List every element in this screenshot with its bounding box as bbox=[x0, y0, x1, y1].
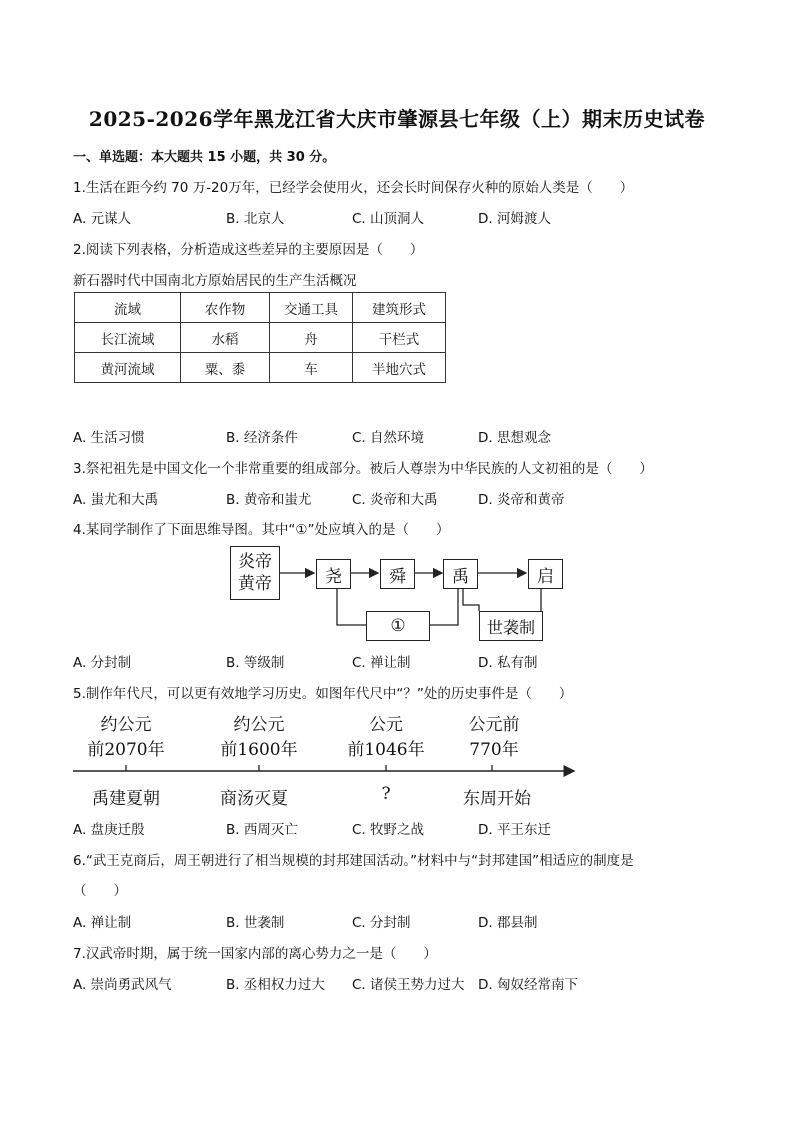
option-c[interactable]: C. 自然环境 bbox=[352, 430, 425, 446]
question-2-options bbox=[73, 426, 633, 446]
option-b[interactable]: B. 黄帝和蚩尤 bbox=[226, 492, 312, 508]
timeline-event: 商汤灭夏 bbox=[220, 789, 288, 809]
shun-box: 舜 bbox=[380, 559, 415, 589]
question-7-stem: 7.汉武帝时期，属于统一国家内部的离心势力之一是（ ） bbox=[73, 946, 437, 962]
option-b[interactable]: B. 西周灭亡 bbox=[226, 822, 298, 838]
question-7-options bbox=[73, 973, 633, 993]
table-cell: 农作物 bbox=[181, 293, 270, 323]
option-b[interactable]: B. 丞相权力过大 bbox=[226, 977, 325, 993]
option-b[interactable]: B. 等级制 bbox=[226, 655, 285, 671]
option-a[interactable]: A. 元谋人 bbox=[73, 211, 132, 227]
yu-box: 禹 bbox=[443, 559, 478, 589]
page-title: 2025-2026学年黑龙江省大庆市肇源县七年级（上）期末历史试卷 bbox=[88, 107, 706, 131]
qi-box: 启 bbox=[528, 559, 563, 589]
option-a[interactable]: A. 盘庚迁殷 bbox=[73, 822, 145, 838]
option-b[interactable]: B. 经济条件 bbox=[226, 430, 298, 446]
timeline-date: 公元前 770年 bbox=[468, 715, 520, 760]
question-4-options bbox=[73, 651, 633, 671]
option-d[interactable]: D. 郡县制 bbox=[478, 915, 538, 931]
timeline-date: 约公元 前1600年 bbox=[220, 715, 298, 760]
question-1-stem: 1.生活在距今约 70 万-20万年，已经学会使用火，还会长时间保存火种的原始人类是（ ） bbox=[73, 180, 634, 196]
timeline-date: 公元 前1046年 bbox=[347, 715, 425, 760]
connector bbox=[463, 588, 479, 611]
table-cell: 交通工具 bbox=[270, 293, 353, 323]
table-cell: 黄河流域 bbox=[75, 353, 181, 383]
section-heading: 一、单选题：本大题共 15 小题，共 30 分。 bbox=[73, 150, 336, 165]
table-row bbox=[75, 293, 446, 323]
question-5-options bbox=[73, 818, 633, 838]
option-d[interactable]: D. 河姆渡人 bbox=[478, 211, 551, 227]
table-cell: 车 bbox=[270, 353, 353, 383]
table-cell: 干栏式 bbox=[353, 323, 446, 353]
option-d[interactable]: D. 思想观念 bbox=[478, 430, 551, 446]
box-label: 黄帝 bbox=[238, 574, 272, 594]
table-cell: 半地穴式 bbox=[353, 353, 446, 383]
box-label: 炎帝 bbox=[238, 552, 272, 572]
table-cell: 建筑形式 bbox=[353, 293, 446, 323]
question-4-stem: 4.某同学制作了下面思维导图。其中“①”处应填入的是（ ） bbox=[73, 522, 450, 538]
option-d[interactable]: D. 私有制 bbox=[478, 655, 538, 671]
connector bbox=[429, 588, 458, 625]
table-cell: 水稻 bbox=[181, 323, 270, 353]
blank-box: ① bbox=[366, 611, 430, 641]
question-6-stem-cont: （ ） bbox=[73, 883, 127, 899]
comparison-table bbox=[74, 292, 446, 383]
question-6-options bbox=[73, 911, 633, 931]
option-a[interactable]: A. 生活习惯 bbox=[73, 430, 145, 446]
option-a[interactable]: A. 蚩尤和大禹 bbox=[73, 492, 159, 508]
option-d[interactable]: D. 匈奴经常南下 bbox=[478, 977, 578, 993]
table-cell: 长江流域 bbox=[75, 323, 181, 353]
option-c[interactable]: C. 炎帝和大禹 bbox=[352, 492, 438, 508]
option-a[interactable]: A. 分封制 bbox=[73, 655, 132, 671]
table-row bbox=[75, 323, 446, 353]
table-cell: 舟 bbox=[270, 323, 353, 353]
timeline-event: ? bbox=[381, 784, 391, 804]
table-cell: 粟、黍 bbox=[181, 353, 270, 383]
question-1-options bbox=[73, 207, 633, 227]
option-c[interactable]: C. 山顶洞人 bbox=[352, 211, 425, 227]
table-cell: 流域 bbox=[75, 293, 181, 323]
timeline-event: 东周开始 bbox=[463, 789, 531, 809]
start-box bbox=[230, 546, 280, 600]
option-b[interactable]: B. 世袭制 bbox=[226, 915, 285, 931]
yao-box: 尧 bbox=[316, 559, 351, 589]
option-c[interactable]: C. 诸侯王势力过大 bbox=[352, 977, 465, 993]
timeline-event: 禹建夏朝 bbox=[92, 789, 160, 809]
connector bbox=[337, 588, 366, 625]
timeline-date: 约公元 前2070年 bbox=[87, 715, 165, 760]
option-c[interactable]: C. 分封制 bbox=[352, 915, 411, 931]
option-a[interactable]: A. 崇尚勇武风气 bbox=[73, 977, 172, 993]
question-3-stem: 3.祭祀祖先是中国文化一个非常重要的组成部分。被后人尊崇为中华民族的人文初祖的是（ ） bbox=[73, 461, 653, 477]
question-5-stem: 5.制作年代尺，可以更有效地学习历史。如图年代尺中“？”处的历史事件是（ ） bbox=[73, 686, 573, 702]
question-6-stem: 6.“武王克商后，周王朝进行了相当规模的封邦建国活动。”材料中与“封邦建国”相适应的制度是 bbox=[73, 853, 634, 869]
table-caption: 新石器时代中国南北方原始居民的生产生活概况 bbox=[73, 273, 357, 289]
option-d[interactable]: D. 炎帝和黄帝 bbox=[478, 492, 565, 508]
option-c[interactable]: C. 牧野之战 bbox=[352, 822, 425, 838]
option-c[interactable]: C. 禅让制 bbox=[352, 655, 411, 671]
option-b[interactable]: B. 北京人 bbox=[226, 211, 285, 227]
hereditary-box: 世袭制 bbox=[479, 611, 543, 641]
question-2-stem: 2.阅读下列表格，分析造成这些差异的主要原因是（ ） bbox=[73, 242, 424, 258]
option-a[interactable]: A. 禅让制 bbox=[73, 915, 132, 931]
table-row bbox=[75, 353, 446, 383]
question-3-options bbox=[73, 488, 633, 508]
option-d[interactable]: D. 平王东迁 bbox=[478, 822, 551, 838]
